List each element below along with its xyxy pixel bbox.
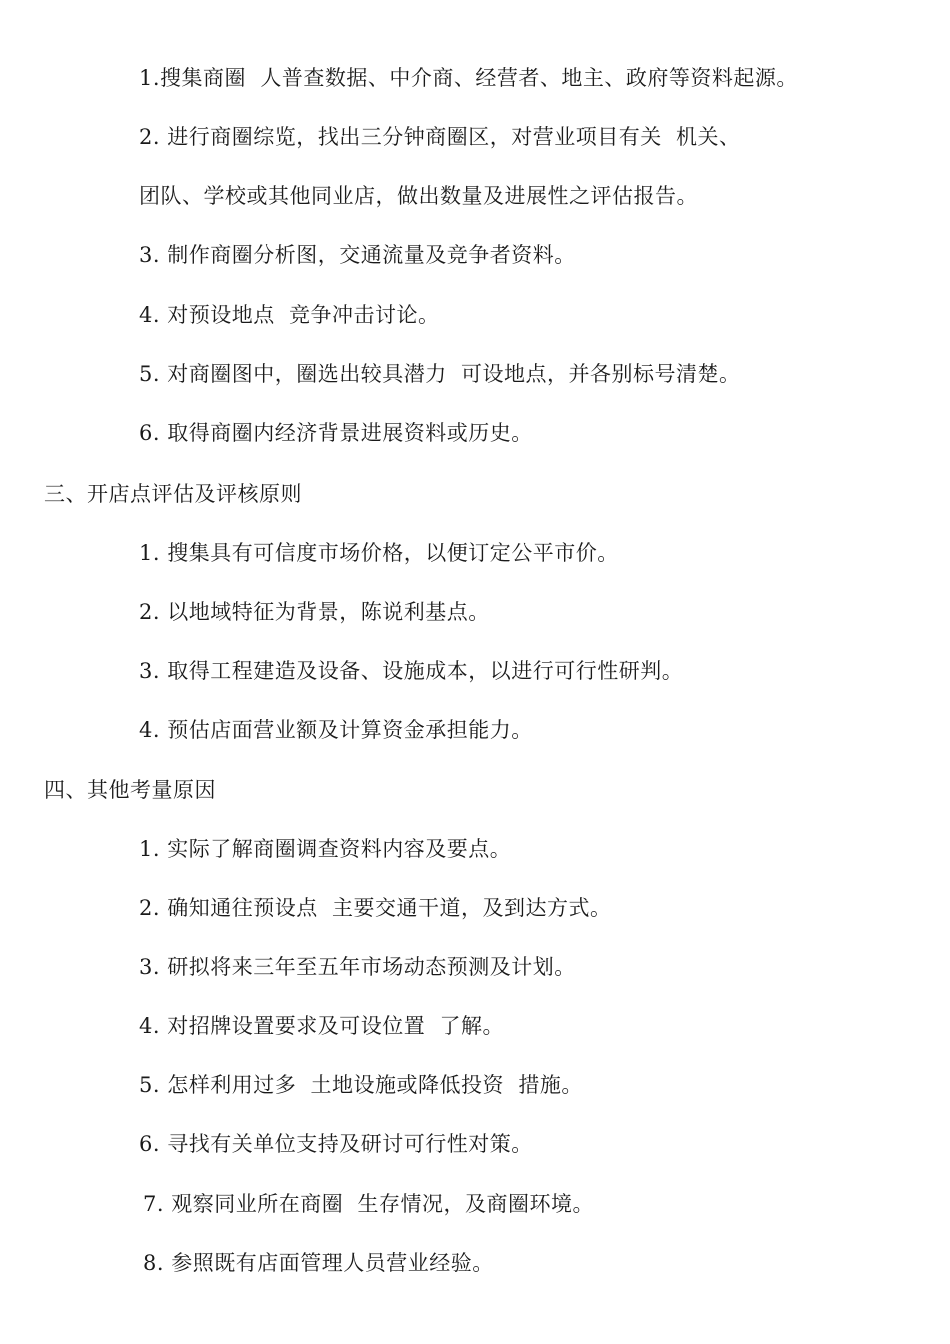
- section2-item-4: 4. 对预设地点 竞争冲击讨论。: [139, 303, 440, 327]
- section4-item-8: 8. 参照既有店面管理人员营业经验。: [143, 1251, 494, 1275]
- section2-item-2-continued: 团队、学校或其他同业店，做出数量及进展性之评估报告。: [139, 184, 698, 208]
- section4-item-5: 5. 怎样利用过多 土地设施或降低投资 措施。: [139, 1073, 583, 1097]
- section4-item-7: 7. 观察同业所在商圈 生存情况，及商圈环境。: [143, 1192, 595, 1216]
- section3-item-4: 4. 预估店面营业额及计算资金承担能力。: [139, 718, 533, 742]
- section2-item-5: 5. 对商圈图中，圈选出较具潜力 可设地点，并各别标号清楚。: [139, 362, 741, 386]
- section4-item-1: 1. 实际了解商圈调查资料内容及要点。: [139, 837, 512, 861]
- section2-item-6: 6. 取得商圈内经济背景进展资料或历史。: [139, 421, 533, 445]
- section2-item-3: 3. 制作商圈分析图，交通流量及竞争者资料。: [139, 243, 576, 267]
- section4-item-3: 3. 研拟将来三年至五年市场动态预测及计划。: [139, 955, 576, 979]
- section2-item-1: 1.搜集商圈 人普查数据、中介商、经营者、地主、政府等资料起源。: [139, 66, 798, 90]
- section2-item-2: 2. 进行商圈综览，找出三分钟商圈区，对营业项目有关 机关、: [139, 125, 741, 149]
- section3-item-1: 1. 搜集具有可信度市场价格，以便订定公平市价。: [139, 541, 619, 565]
- section4-item-6: 6. 寻找有关单位支持及研讨可行性对策。: [139, 1132, 533, 1156]
- section3-heading: 三、开店点评估及评核原则: [44, 482, 302, 506]
- section4-item-4: 4. 对招牌设置要求及可设位置 了解。: [139, 1014, 505, 1038]
- section4-item-2: 2. 确知通往预设点 主要交通干道，及到达方式。: [139, 896, 612, 920]
- section4-heading: 四、其他考量原因: [44, 778, 216, 802]
- section3-item-2: 2. 以地域特征为背景，陈说利基点。: [139, 600, 490, 624]
- section3-item-3: 3. 取得工程建造及设备、设施成本，以进行可行性研判。: [139, 659, 684, 683]
